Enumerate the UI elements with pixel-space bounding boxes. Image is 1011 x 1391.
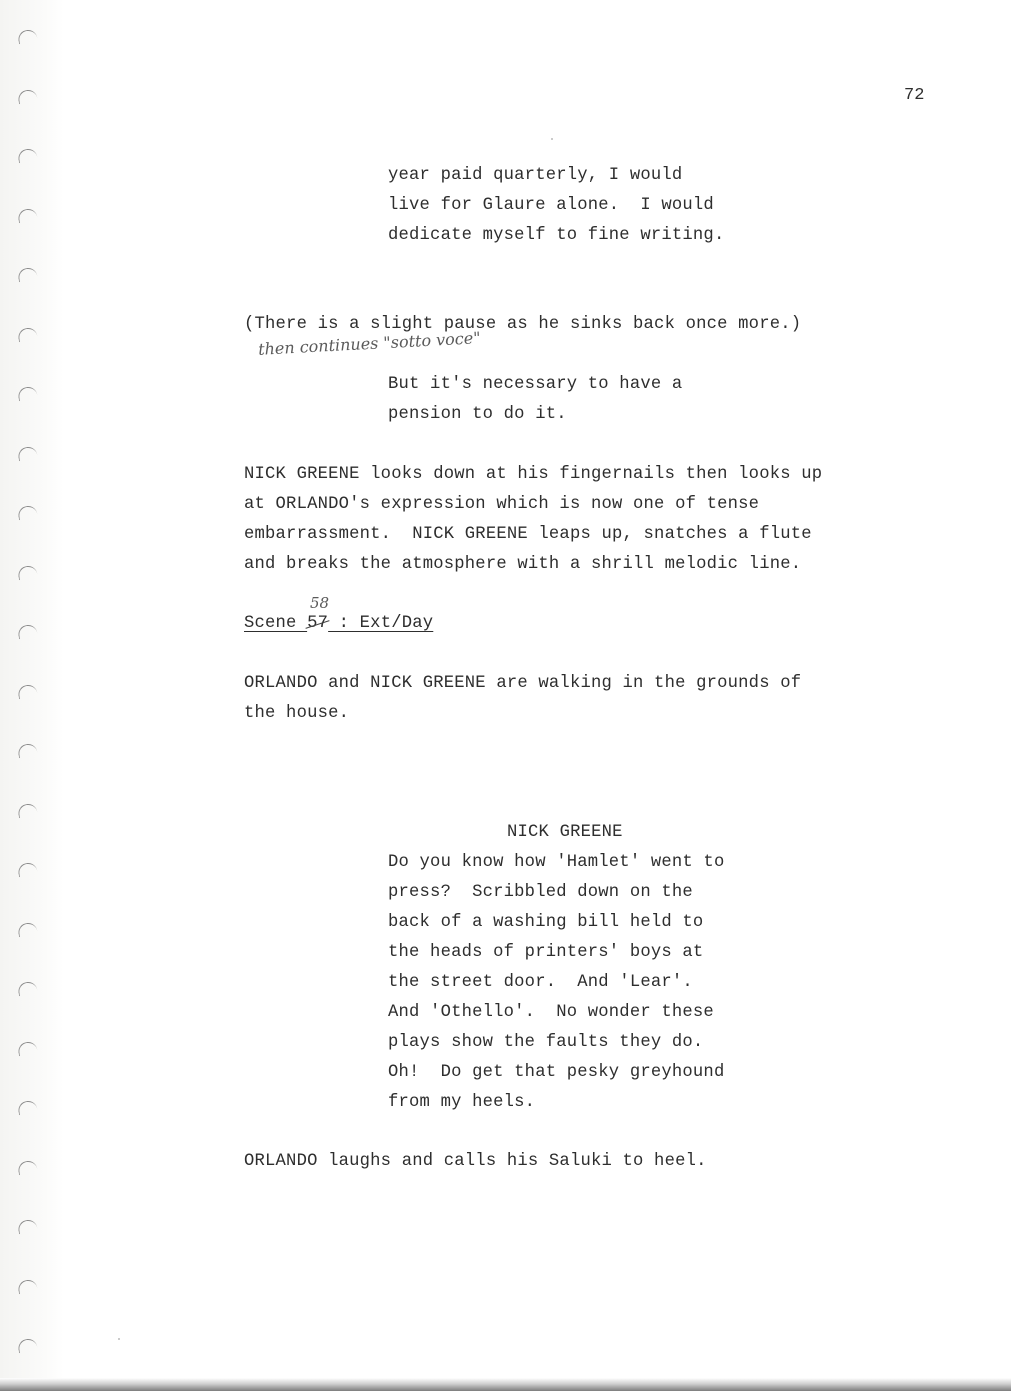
scan-bottom-edge [0, 1378, 1011, 1391]
speech-line: dedicate myself to fine writing. [388, 226, 725, 245]
dialogue-line: from my heels. [388, 1093, 536, 1112]
action-line: and breaks the atmosphere with a shrill melodic line. [244, 555, 802, 574]
character-cue: NICK GREENE [507, 823, 623, 842]
dialogue-line: back of a washing bill held to [388, 913, 704, 932]
action-line: embarrassment. NICK GREENE leaps up, snatches a flute [244, 525, 812, 544]
speech-line: pension to do it. [388, 405, 567, 424]
handwritten-scene-number: 58 [310, 594, 330, 612]
handwritten-note: then continues "sotto voce" [257, 328, 482, 359]
action-line: at ORLANDO's expression which is now one of tense [244, 495, 760, 514]
dialogue-line: the heads of printers' boys at [388, 943, 704, 962]
action-line: ORLANDO laughs and calls his Saluki to heel. [244, 1152, 707, 1171]
dialogue-line: And 'Othello'. No wonder these [388, 1003, 714, 1022]
speech-line: year paid quarterly, I would [388, 166, 683, 185]
stage-direction: (There is a slight pause as he sinks back once more.) [244, 315, 802, 334]
dialogue-line: Oh! Do get that pesky greyhound [388, 1063, 725, 1082]
dialogue-line: plays show the faults they do. [388, 1033, 704, 1052]
paper-speck [118, 1338, 120, 1340]
scene-heading [244, 609, 433, 639]
action-line: the house. [244, 704, 350, 723]
scene-prefix: Scene [244, 614, 308, 633]
dialogue-line: press? Scribbled down on the [388, 883, 693, 902]
paper-speck [551, 138, 553, 140]
dialogue-line: the street door. And 'Lear'. [388, 973, 693, 992]
struck-scene-number: 57 [307, 609, 328, 639]
speech-line: But it's necessary to have a [388, 375, 683, 394]
speech-line: live for Glaure alone. I would [388, 196, 714, 215]
action-line: NICK GREENE looks down at his fingernails then looks up [244, 465, 823, 484]
dialogue-line: Do you know how 'Hamlet' went to [388, 853, 725, 872]
page-number: 72 [904, 86, 925, 105]
scene-suffix: : Ext/Day [328, 614, 434, 633]
action-line: ORLANDO and NICK GREENE are walking in the grounds of [244, 674, 802, 693]
